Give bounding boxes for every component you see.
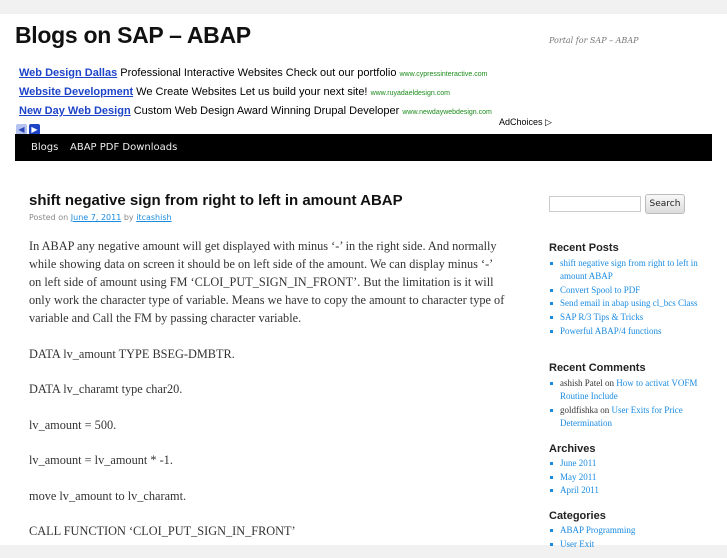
post-code-line: CALL FUNCTION ‘CLOI_PUT_SIGN_IN_FRONT’ xyxy=(29,524,296,538)
ad-item xyxy=(19,65,492,84)
ad-title-link[interactable]: Website Development xyxy=(19,86,134,98)
recent-post-link[interactable]: shift negative sign from right to left in amount ABAP xyxy=(560,258,698,282)
comment-author: goldfishka xyxy=(560,404,598,415)
adchoices-link[interactable]: AdChoices ▷ xyxy=(499,117,552,127)
post-meta-by: by xyxy=(123,213,134,222)
post-date-link[interactable]: June 7, 2011 xyxy=(70,213,122,222)
list-item xyxy=(549,325,709,338)
post-code-line: DATA lv_amount TYPE BSEG-DMBTR. xyxy=(29,346,235,361)
list-item xyxy=(549,297,709,310)
list-item xyxy=(549,484,709,497)
post-code-line: DATA lv_charamt type char20. xyxy=(29,382,183,396)
recent-posts-list xyxy=(549,257,709,338)
nav-item-blogs[interactable]: Blogs xyxy=(31,142,59,153)
post-paragraph: In ABAP any negative amount will get displayed with minus ‘-’ in the right side. And normally while showing data on screen it should be on left side of the amount. We can display minus ‘-’ on left side of amount using FM ‘CLOI_PUT_SIGN_IN_FRONT’. But the limitation is it will only work the character type of variable. Means we have to copy the amount to character type of variable and Call the FM by passing character variable. xyxy=(29,239,505,325)
ad-title-link[interactable]: New Day Web Design xyxy=(19,105,131,117)
site-description: Portal for SAP – ABAP xyxy=(549,36,639,45)
ad-url-link[interactable]: www.ruyadaeldesign.com xyxy=(370,90,450,97)
comment-post-link[interactable]: How to activat VOFM Routine Include xyxy=(560,378,698,402)
comment-post-link[interactable]: User Exits for Price Determination xyxy=(560,404,683,429)
archive-link[interactable]: April 2011 xyxy=(560,485,599,496)
recent-post-link[interactable]: Send email in abap using cl_bcs Class xyxy=(560,298,698,309)
recent-comments-list xyxy=(549,377,709,431)
list-item xyxy=(549,284,709,297)
ad-item xyxy=(19,84,492,103)
search-button[interactable]: Search xyxy=(645,194,685,214)
list-item xyxy=(549,377,709,404)
post-author-link[interactable]: itcashish xyxy=(136,213,172,222)
category-link[interactable]: ABAP Programming xyxy=(560,525,636,535)
archive-link[interactable]: June 2011 xyxy=(560,458,597,468)
post-code-line: lv_amount = 500. xyxy=(29,417,117,432)
ad-text: Professional Interactive Websites Check out our portfolio xyxy=(120,67,397,79)
archives-heading: Archives xyxy=(549,443,596,455)
list-item xyxy=(549,457,709,470)
list-item xyxy=(549,524,709,537)
list-item xyxy=(549,538,709,551)
recent-posts-heading: Recent Posts xyxy=(549,242,619,254)
category-link[interactable]: User Exit xyxy=(560,538,595,549)
archive-link[interactable]: May 2011 xyxy=(560,471,597,482)
ad-prev-button[interactable]: ◀ xyxy=(16,124,27,135)
comment-on: on xyxy=(600,404,610,415)
ad-url-link[interactable]: www.newdaywebdesign.com xyxy=(402,109,492,116)
post-meta-prefix: Posted on xyxy=(29,213,69,222)
archives-list xyxy=(549,457,709,498)
ad-url-link[interactable]: www.cypressinteractive.com xyxy=(399,71,488,78)
ad-next-button[interactable]: ▶ xyxy=(29,124,40,135)
ad-title-link[interactable]: Web Design Dallas xyxy=(19,67,118,79)
nav-item-abap-pdf-downloads[interactable]: ABAP PDF Downloads xyxy=(70,142,178,153)
ad-text: We Create Websites Let us build your next site! xyxy=(136,86,368,98)
ad-block xyxy=(19,65,492,122)
list-item xyxy=(549,311,709,324)
site-title[interactable]: Blogs on SAP – ABAP xyxy=(15,22,251,48)
post-code-line: move lv_amount to lv_charamt. xyxy=(29,488,187,503)
post-code-line: lv_amount = lv_amount * -1. xyxy=(29,453,173,467)
list-item xyxy=(549,404,709,431)
recent-post-link[interactable]: Powerful ABAP/4 functions xyxy=(560,325,662,336)
recent-comments-heading: Recent Comments xyxy=(549,362,646,374)
categories-heading: Categories xyxy=(549,510,606,522)
categories-list xyxy=(549,524,709,551)
post-content xyxy=(29,237,507,558)
recent-post-link[interactable]: Convert Spool to PDF xyxy=(560,284,641,295)
main-navigation xyxy=(15,134,712,161)
comment-on: on xyxy=(605,378,614,388)
search-input[interactable] xyxy=(549,196,641,212)
post-title[interactable]: shift negative sign from right to left in amount ABAP xyxy=(29,192,403,209)
comment-author: ashish Patel xyxy=(560,378,603,388)
post-meta xyxy=(29,213,172,222)
ad-text: Custom Web Design Award Winning Drupal Developer xyxy=(133,105,400,117)
list-item xyxy=(549,257,709,284)
ad-item xyxy=(19,103,492,122)
recent-post-link[interactable]: SAP R/3 Tips & Tricks xyxy=(560,312,644,323)
list-item xyxy=(549,471,709,484)
